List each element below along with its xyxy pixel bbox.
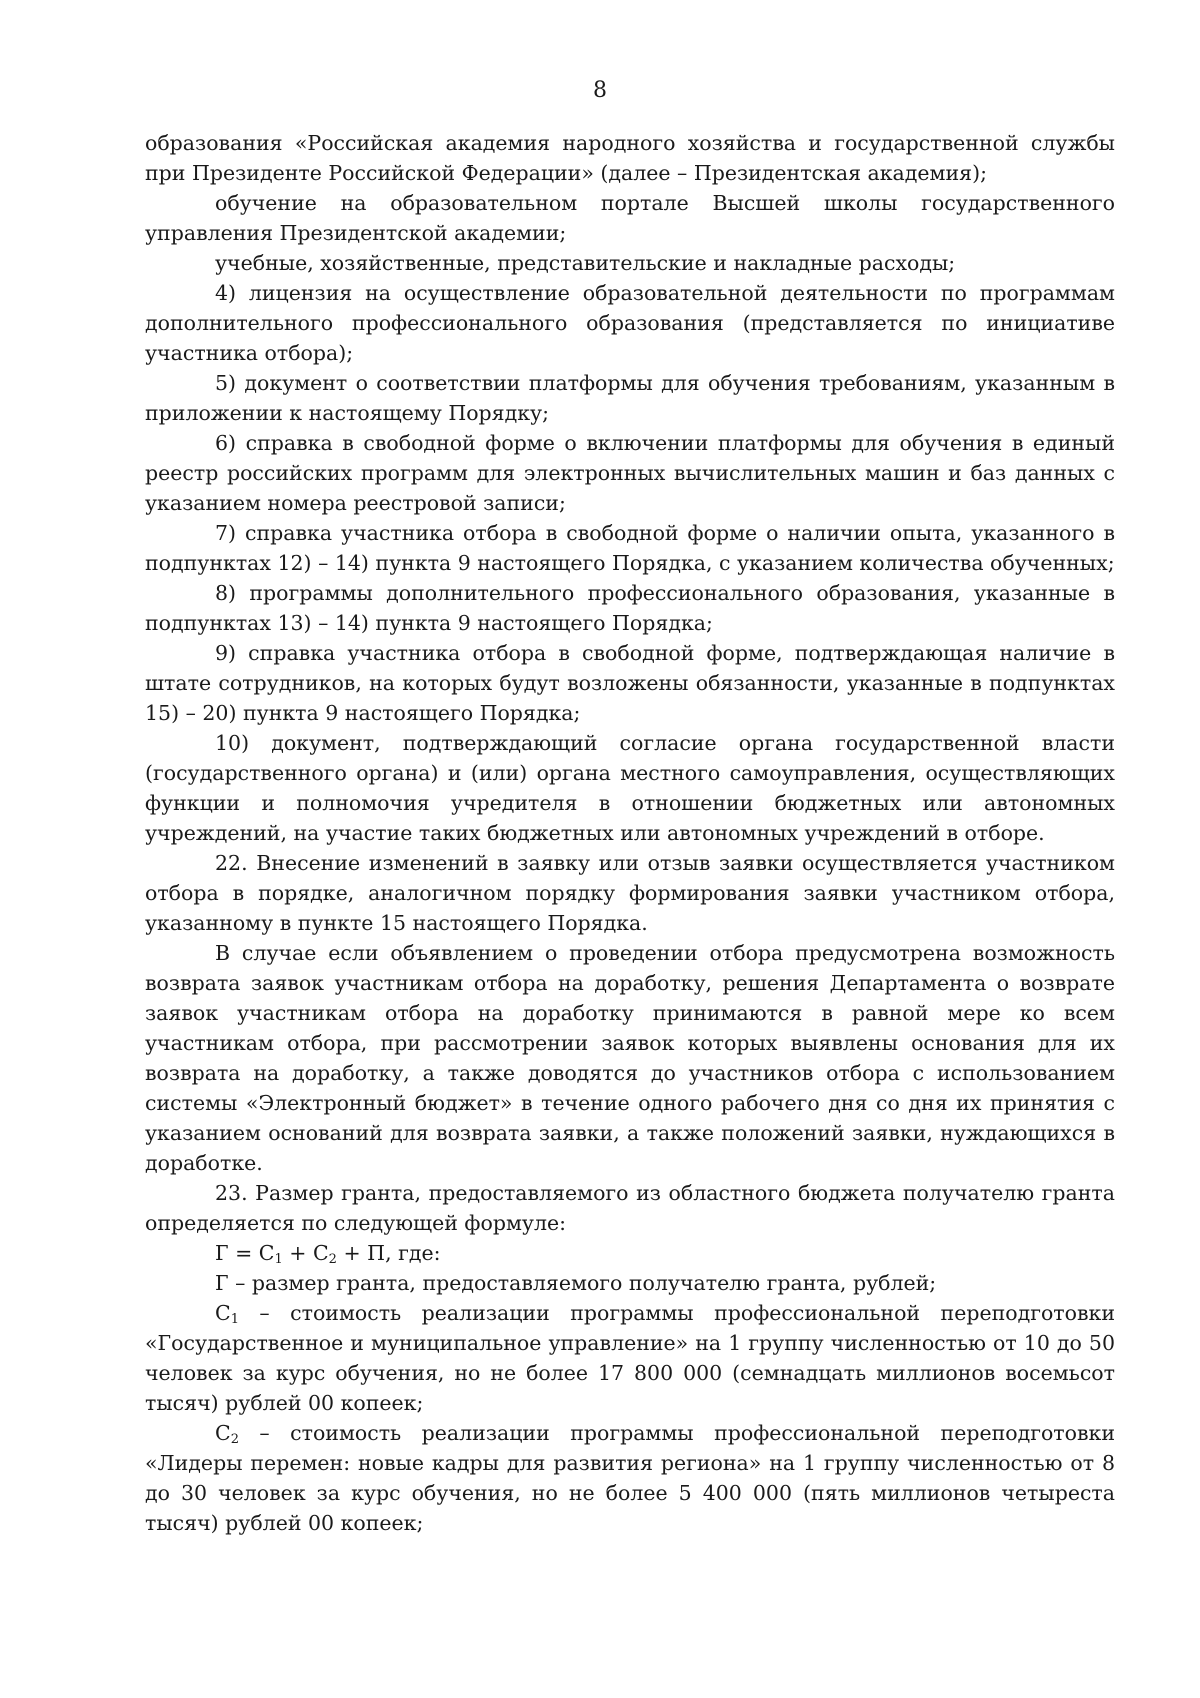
definition-g: Г – размер гранта, предоставляемого получателю гранта, рублей; bbox=[215, 1271, 937, 1295]
paragraph: 23. Размер гранта, предоставляемого из областного бюджета получателю гранта определяется по следующей формуле: bbox=[145, 1181, 1115, 1235]
definition-c1: $С_1$ – стоимость реализации программы профессиональной переподготовки «Государственное и муниципальное управление» на 1 группу численностью от 10 до 50 человек за курс обучения, но не более 17 800 000 (семнадцать миллионов восемьсот тысяч) рублей 00 копеек; bbox=[145, 1301, 1115, 1415]
paragraph: 7) справка участника отбора в свободной форме о наличии опыта, указанного в подпунктах 12) – 14) пункта 9 настоящего Порядка, с указанием количества обученных; bbox=[145, 521, 1115, 575]
paragraph: учебные, хозяйственные, представительские и накладные расходы; bbox=[215, 251, 956, 275]
definition-c2: $С_2$ – стоимость реализации программы профессиональной переподготовки «Лидеры перемен: новые кадры для развития региона» на 1 группу численностью от 8 до 30 человек за курс обучения, но не более 5 400 000 (пять миллионов четыреста тысяч) рублей 00 копеек; bbox=[145, 1421, 1115, 1535]
paragraph: обучение на образовательном портале Высшей школы государственного управления Президентской академии; bbox=[145, 191, 1115, 245]
paragraph: 8) программы дополнительного профессионального образования, указанные в подпунктах 13) – 14) пункта 9 настоящего Порядка; bbox=[145, 581, 1115, 635]
paragraph: 4) лицензия на осуществление образовательной деятельности по программам дополнительного профессионального образования (представляется по инициативе участника отбора); bbox=[145, 281, 1115, 365]
paragraph: 6) справка в свободной форме о включении платформы для обучения в единый реестр российских программ для электронных вычислительных машин и баз данных с указанием номера реестровой записи; bbox=[145, 431, 1115, 515]
paragraph: 22. Внесение изменений в заявку или отзыв заявки осуществляется участником отбора в порядке, аналогичном порядку формирования заявки участником отбора, указанному в пункте 15 настоящего Порядка. bbox=[145, 851, 1115, 935]
paragraph-list bbox=[145, 128, 1115, 1238]
paragraph: 5) документ о соответствии платформы для обучения требованиям, указанным в приложении к настоящему Порядку; bbox=[145, 371, 1115, 425]
paragraph: В случае если объявлением о проведении отбора предусмотрена возможность возврата заявок участникам отбора на доработку, решения Департамента о возврате заявок участникам отбора на доработку принимаются в равной мере ко всем участникам отбора, при рассмотрении заявок которых выявлены основания для их возврата на доработку, а также доводятся до участников отбора с использованием системы «Электронный бюджет» в течение одного рабочего дня со дня их принятия с указанием оснований для возврата заявки, а также положений заявки, нуждающихся в доработке. bbox=[145, 941, 1115, 1175]
paragraph: 10) документ, подтверждающий согласие органа государственной власти (государственного органа) и (или) органа местного самоуправления, осуществляющих функции и полномочия учредителя в отношении бюджетных или автономных учреждений, на участие таких бюджетных или автономных учреждений в отборе. bbox=[145, 731, 1115, 845]
formula-line: $Г = С_1 + С_2 + П$, где: bbox=[215, 1241, 441, 1267]
document-body bbox=[145, 128, 1115, 1538]
paragraph: 9) справка участника отбора в свободной форме, подтверждающая наличие в штате сотрудников, на которых будут возложены обязанности, указанные в подпунктах 15) – 20) пункта 9 настоящего Порядка; bbox=[145, 641, 1115, 725]
page-number: 8 bbox=[593, 78, 607, 103]
paragraph: образования «Российская академия народного хозяйства и государственной службы при Президенте Российской Федерации» (далее – Президентская академия); bbox=[145, 131, 1115, 185]
